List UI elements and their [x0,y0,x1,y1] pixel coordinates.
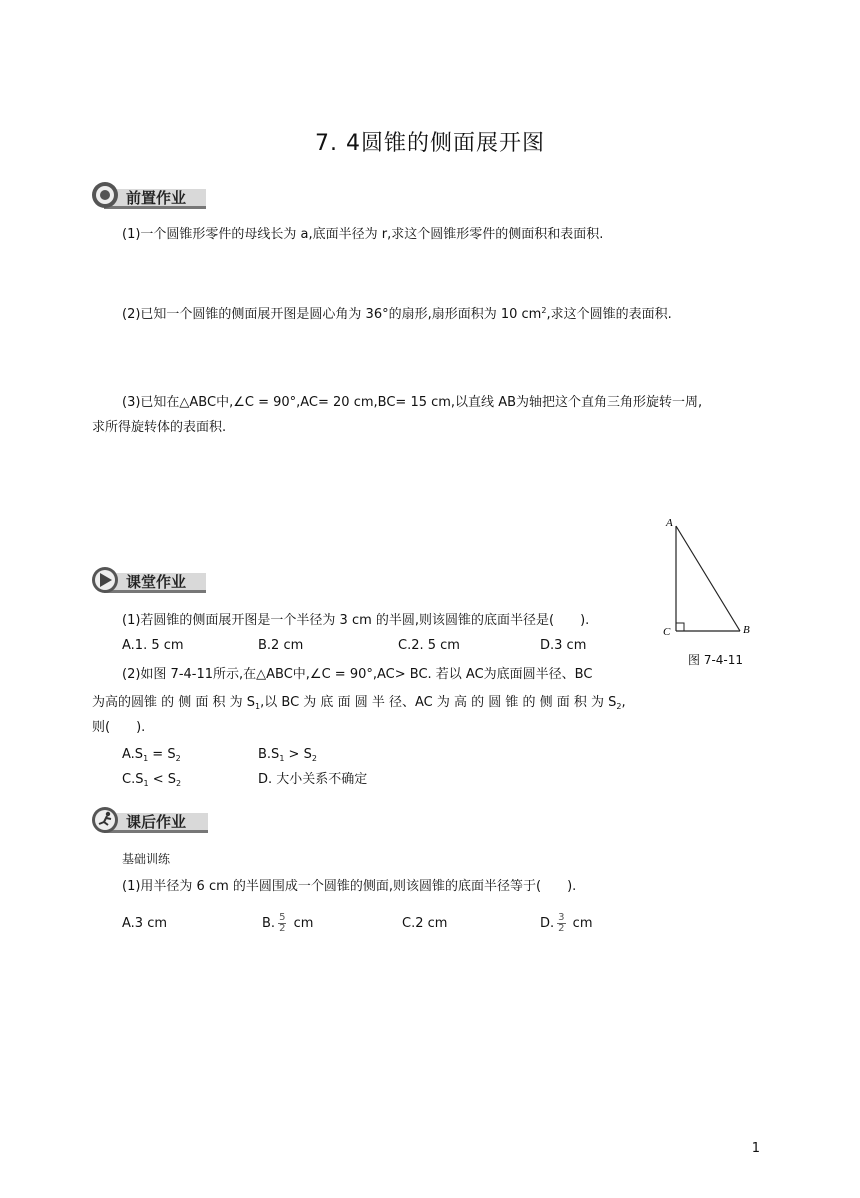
class-q2-option-c: $C.S_1 < S_2$ [122,772,182,788]
section-header-class [90,566,208,596]
class-q1-option-b: B.2 cm [258,638,304,653]
pre-question-3-line2: 求所得旋转体的表面积. [92,420,227,435]
fraction-five-halves: $\frac{5}{2}$ [279,912,286,934]
post-q1-option-a: A.3 cm [122,916,168,931]
figure-caption: 图 7-4-11 [688,653,744,667]
class-q1-option-c: C.2. 5 cm [398,638,460,653]
class-q2-option-a: $A.S_1 = S_2$ [122,747,181,763]
pre-question-3-line1: (3)已知在△ABC中,∠C = 90°,AC= 20 cm,BC= 15 cm,以直线 AB为轴把这个直角三角形旋转一周, [122,395,703,410]
class-question-1: (1)若圆锥的侧面展开图是一个半径为 3 cm 的半圆,则该圆锥的底面半径是( ). [122,613,590,628]
section-title-class: 课堂作业 [126,573,187,591]
post-q1-option-c: C.2 cm [402,916,448,931]
fraction-three-halves: $\frac{3}{2}$ [558,912,565,934]
pre-question-2: (2)已知一个圆锥的侧面展开图是圆心角为 36°的扇形,扇形面积为 10 $cm^2$,求这个圆锥的表面积. [122,306,672,322]
section-title-post: 课后作业 [126,813,187,831]
section-title-pre: 前置作业 [126,189,187,207]
class-question-2-line1: (2)如图 7-4-11所示,在△ABC中,∠C = 90°,AC> BC. 若以 AC为底面圆半径、BC [122,667,593,682]
class-q2-option-b: $B.S_1 > S_2$ [258,747,317,763]
vertex-c-label: C [663,626,671,638]
triangle-figure [660,512,760,672]
page-title: 7. 4圆锥的侧面展开图 [315,131,545,156]
class-q1-option-a: A.1. 5 cm [122,638,184,653]
class-q2-option-d: D. 大小关系不确定 [258,772,368,787]
class-question-2-line3: 则( ). [92,720,146,735]
section-header-pre [90,180,208,210]
vertex-b-label: B [743,624,750,636]
page-number: 1 [751,1141,760,1156]
post-q1-option-d: D. $\frac{3}{2}$ cm [540,912,593,934]
class-question-2-line2: 为高的圆锥 的 侧 面 积 为 $S_1$,以 BC 为 底 面 圆 半 径、AC 为 高 的 圆 锥 的 侧 面 积 为 $S_2$, [92,695,626,711]
vertex-a-label: A [666,517,673,529]
post-subtitle: 基础训练 [122,852,171,866]
class-q1-option-d: D.3 cm [540,638,587,653]
post-q1-option-b: B. $\frac{5}{2}$ cm [262,912,314,934]
section-header-post [90,806,210,836]
post-question-1: (1)用半径为 6 cm 的半圆围成一个圆锥的侧面,则该圆锥的底面半径等于( ). [122,879,577,894]
pre-question-1: (1)一个圆锥形零件的母线长为 a,底面半径为 r,求这个圆锥形零件的侧面积和表面积. [122,227,604,242]
